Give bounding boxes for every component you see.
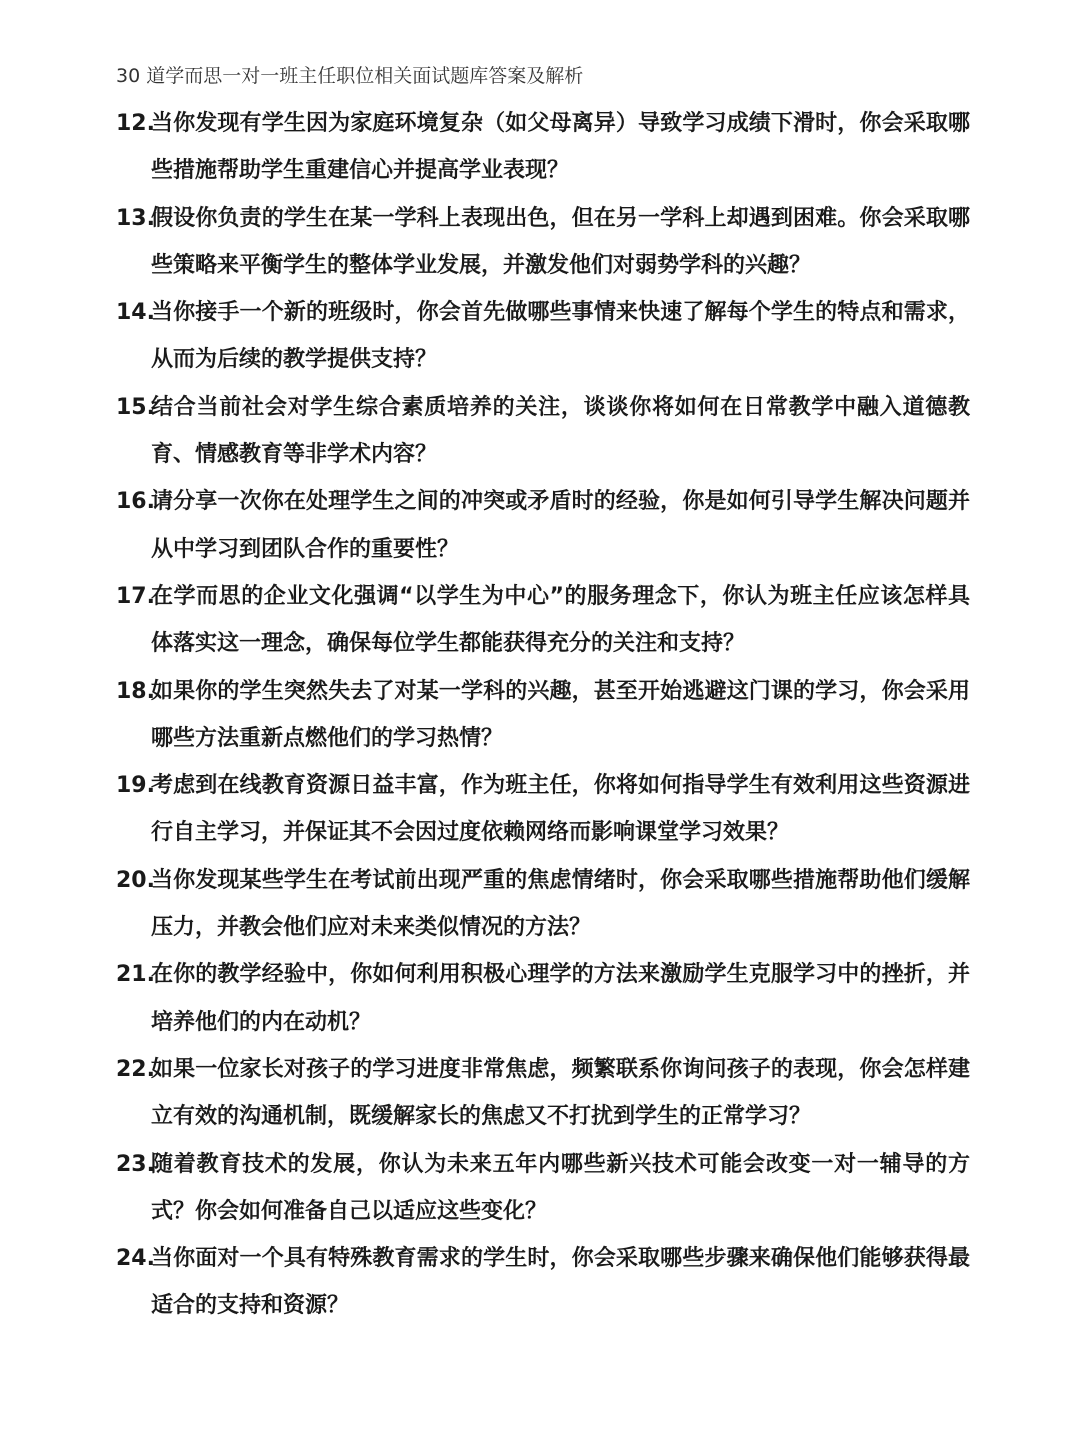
question-item [116, 195, 970, 290]
question-text: 假设你负责的学生在某一学科上表现出色，但在另一学科上却遇到困难。你会采取哪些策略来平衡学生的整体学业发展，并激发他们对弱势学科的兴趣？ [151, 205, 970, 278]
question-text: 当你面对一个具有特殊教育需求的学生时，你会采取哪些步骤来确保他们能够获得最适合的支持和资源？ [151, 1246, 970, 1319]
question-text: 如果你的学生突然失去了对某一学科的兴趣，甚至开始逃避这门课的学习，你会采用哪些方法重新点燃他们的学习热情？ [151, 678, 970, 751]
question-item [116, 1235, 970, 1330]
question-number: 22. [116, 1056, 155, 1082]
question-item [116, 857, 970, 952]
question-number: 15. [116, 394, 155, 420]
question-text: 当你发现某些学生在考试前出现严重的焦虑情绪时，你会采取哪些措施帮助他们缓解压力，并教会他们应对未来类似情况的方法？ [151, 867, 970, 941]
question-number: 17. [116, 583, 155, 609]
question-number: 13. [116, 205, 155, 231]
question-text: 随着教育技术的发展，你认为未来五年内哪些新兴技术可能会改变一对一辅导的方式？你会如何准备自己以适应这些变化？ [151, 1151, 970, 1224]
question-item [116, 478, 970, 573]
question-text: 在你的教学经验中，你如何利用积极心理学的方法来激励学生克服学习中的挫折，并培养他们的内在动机？ [151, 962, 970, 1035]
question-text: 请分享一次你在处理学生之间的冲突或矛盾时的经验，你是如何引导学生解决问题并从中学习到团队合作的重要性？ [151, 489, 970, 562]
question-text: 结合当前社会对学生综合素质培养的关注，谈谈你将如何在日常教学中融入道德教育、情感教育等非学术内容？ [151, 394, 970, 468]
question-item [116, 1141, 970, 1236]
question-number: 20. [116, 867, 155, 893]
question-item [116, 289, 970, 384]
question-number: 23. [116, 1151, 155, 1177]
question-item [116, 100, 970, 195]
question-text: 考虑到在线教育资源日益丰富，作为班主任，你将如何指导学生有效利用这些资源进行自主学习，并保证其不会因过度依赖网络而影响课堂学习效果？ [151, 773, 970, 846]
question-item [116, 951, 970, 1046]
running-header: 30 道学而思一对一班主任职位相关面试题库答案及解析 [116, 65, 584, 87]
question-text: 如果一位家长对孩子的学习进度非常焦虑，频繁联系你询问孩子的表现，你会怎样建立有效的沟通机制，既缓解家长的焦虑又不打扰到学生的正常学习？ [151, 1056, 970, 1130]
question-item [116, 384, 970, 479]
question-number: 24. [116, 1246, 155, 1272]
question-item [116, 668, 970, 763]
question-text: 当你发现有学生因为家庭环境复杂（如父母离异）导致学习成绩下滑时，你会采取哪些措施帮助学生重建信心并提高学业表现？ [151, 111, 970, 184]
question-number: 19. [116, 773, 155, 799]
question-text: 在学而思的企业文化强调“以学生为中心”的服务理念下，你认为班主任应该怎样具体落实这一理念，确保每位学生都能获得充分的关注和支持？ [151, 583, 970, 657]
question-item [116, 573, 970, 668]
question-number: 21. [116, 962, 155, 988]
question-number: 18. [116, 678, 155, 704]
question-list [116, 100, 970, 1330]
question-number: 14. [116, 300, 155, 326]
question-item [116, 1046, 970, 1141]
question-text: 当你接手一个新的班级时，你会首先做哪些事情来快速了解每个学生的特点和需求，从而为后续的教学提供支持？ [151, 300, 970, 373]
question-item [116, 762, 970, 857]
question-number: 16. [116, 489, 155, 515]
question-number: 12. [116, 111, 155, 136]
